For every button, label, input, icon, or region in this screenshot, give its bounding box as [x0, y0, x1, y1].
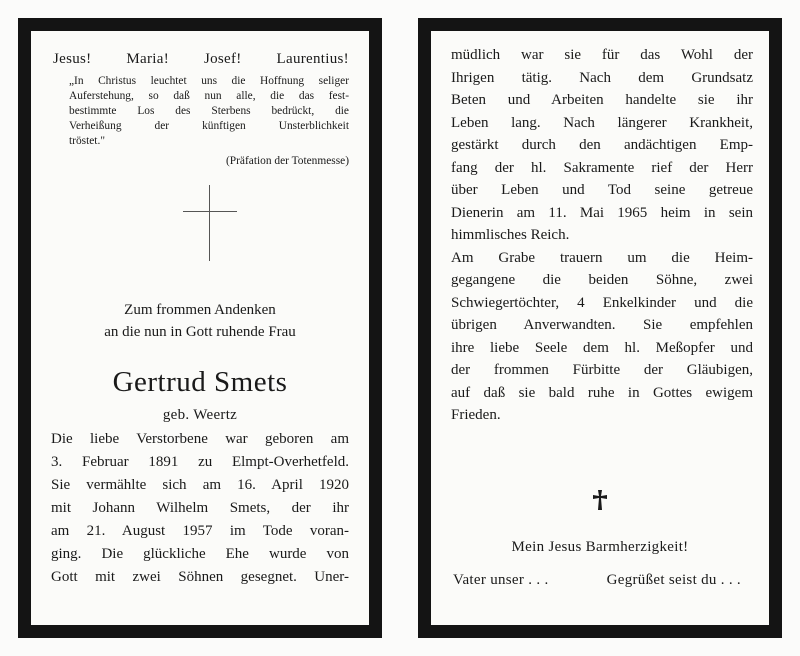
- quote-line: bestimmte Los des Sterbens bedrückt, die: [69, 105, 349, 117]
- invocation: [53, 51, 349, 68]
- text-line: Frieden.: [451, 407, 501, 423]
- quote-line: „In Christus leuchtet uns die Hoffnung seliger: [69, 75, 349, 87]
- dedication-line-1: Zum frommen Andenken: [124, 302, 276, 318]
- closing-prayer-left: Vater unser . . .: [453, 571, 549, 588]
- memorial-card-right: [418, 18, 782, 638]
- closing-prayers: [447, 572, 753, 589]
- cross-icon: [447, 487, 753, 511]
- cross-horizontal-bar: [183, 211, 237, 212]
- text-line: der frommen Fürbitte der Gläubigen,: [451, 362, 753, 378]
- text-line: müdlich war sie für das Wohl der: [451, 47, 753, 63]
- text-line: himmlisches Reich.: [451, 227, 570, 243]
- text-line: gegangene die beiden Söhne, zwei: [451, 272, 753, 288]
- text-line: Beten und Arbeiten handelte sie ihr: [451, 92, 753, 108]
- biography: [51, 428, 349, 589]
- dedication-line-2: an die nun in Gott ruhende Frau: [104, 324, 296, 340]
- invocation-jesus: Jesus!: [53, 51, 92, 67]
- closing-prayer-right: Gegrüßet seist du . . .: [606, 571, 741, 588]
- text-line: fang der hl. Sakramente rief der Herr: [451, 159, 753, 176]
- text-line: Schwiegertöchter, 4 Enkelkinder und die: [451, 294, 753, 311]
- text-line: ihre liebe Seele dem hl. Meßopfer und: [451, 339, 753, 356]
- large-cross-icon: [47, 177, 353, 267]
- text-line: Leben lang. Nach längerer Krankheit,: [451, 114, 753, 131]
- text-line: über Leben und Tod seine getreue: [451, 182, 753, 198]
- quote-line: tröstet.": [69, 135, 105, 147]
- bio-line: ging. Die glückliche Ehe wurde von: [51, 546, 349, 562]
- text-line: auf daß sie bald ruhe in Gottes ewigem: [451, 384, 753, 401]
- text-line: Ihrigen tätig. Nach dem Grundsatz: [451, 69, 753, 86]
- bio-line: Die liebe Verstorbene war geboren am: [51, 431, 349, 447]
- text-line: Am Grabe trauern um die Heim-: [451, 249, 753, 266]
- bio-line: mit Johann Wilhelm Smets, der ihr: [51, 500, 349, 516]
- invocation-maria: Maria!: [126, 51, 170, 67]
- maiden-name: geb. Weertz: [162, 407, 238, 423]
- memorial-card-left: [18, 18, 382, 638]
- quote-line: Verheißung der künftigen Unsterblichkeit: [69, 120, 349, 132]
- prayer-line: Mein Jesus Barmherzigkeit!: [511, 538, 689, 555]
- invocation-josef: Josef!: [203, 51, 242, 67]
- deceased-name: Gertrud Smets: [112, 366, 288, 398]
- quote-line: Auferstehung, so daß nun alle, die das fest-: [69, 90, 349, 102]
- memorial-dedication: [47, 299, 353, 343]
- bio-line: Gott mit zwei Söhnen gesegnet. Uner-: [51, 569, 349, 585]
- text-line: übrigen Anverwandten. Sie empfehlen: [451, 317, 753, 333]
- quote-source: (Präfation der Totenmesse): [226, 155, 349, 167]
- scripture-quote: [69, 74, 349, 149]
- card-right-content: [431, 31, 769, 625]
- cross-vertical-bar: [209, 185, 210, 261]
- text-line: gestärkt durch den andächtigen Emp-: [451, 137, 753, 153]
- text-line: Dienerin am 11. Mai 1965 heim in sein: [451, 204, 753, 221]
- bio-line: am 21. August 1957 im Tode voran-: [51, 523, 349, 539]
- bio-line: Sie vermählte sich am 16. April 1920: [51, 477, 349, 493]
- card-left-content: [31, 31, 369, 625]
- invocation-laurentius: Laurentius!: [276, 51, 349, 67]
- bio-line: 3. Februar 1891 zu Elmpt-Overhetfeld.: [51, 454, 349, 470]
- biography-continued: [451, 44, 753, 427]
